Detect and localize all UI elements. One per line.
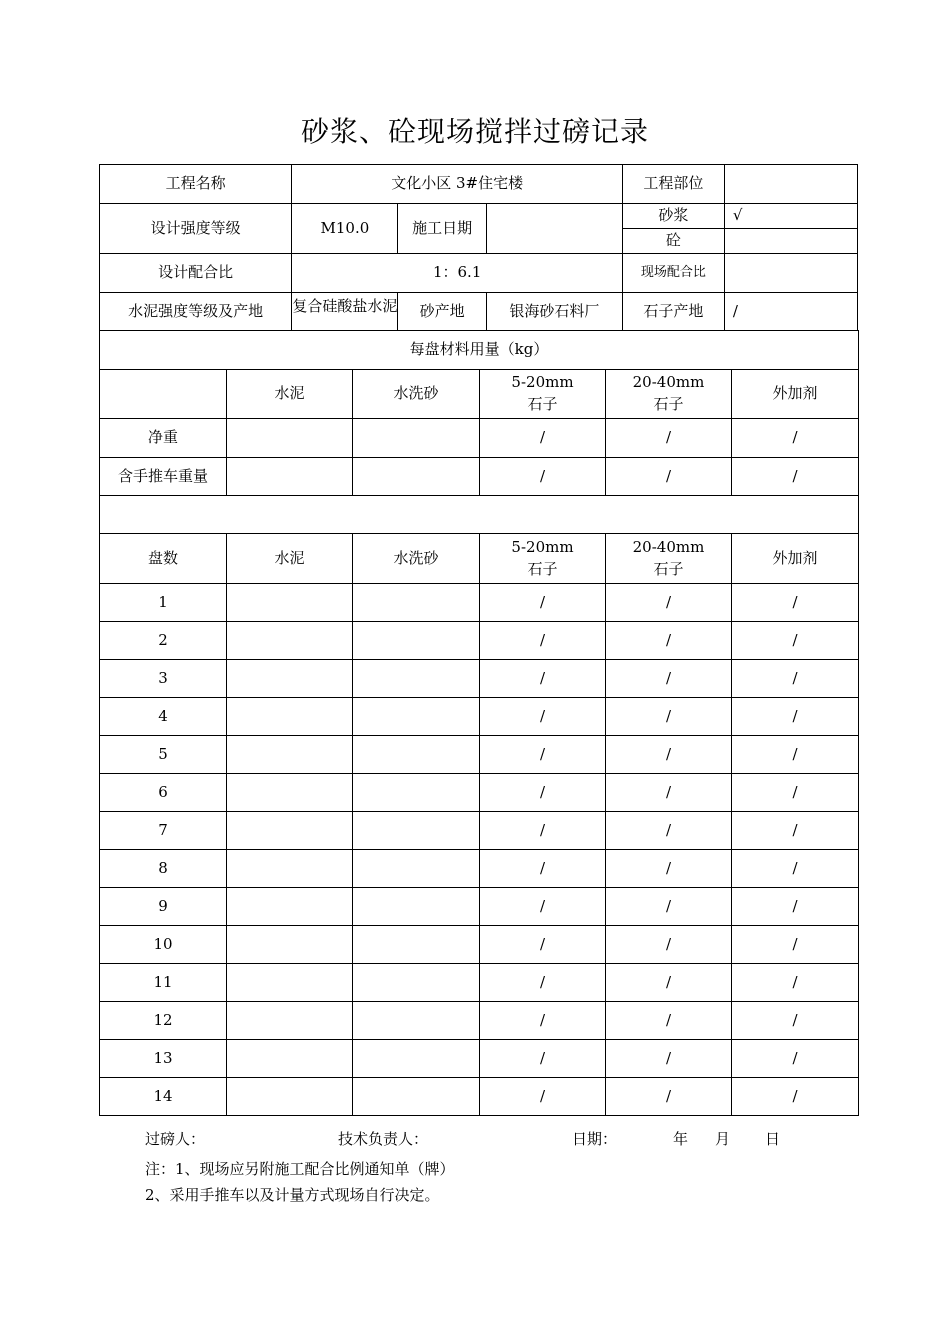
concrete-check [724, 229, 857, 254]
column-header-stone-5-20: 5-20mm 石子 [480, 534, 606, 584]
sand-origin-label: 砂产地 [398, 293, 486, 331]
cell-sand [353, 1040, 480, 1078]
cell-stone-20-40: / [606, 622, 732, 660]
cell-stone-20-40: / [606, 419, 732, 458]
cell-cement [227, 698, 353, 736]
cell-sand [353, 584, 480, 622]
cell-additive: / [732, 774, 859, 812]
column-header-count: 盘数 [100, 534, 227, 584]
cement-origin-label: 水泥强度等级及产地 [100, 293, 292, 331]
cell-stone-5-20: / [480, 736, 606, 774]
cell-sand [353, 660, 480, 698]
cell-stone-20-40: / [606, 660, 732, 698]
batch-number: 3 [100, 660, 227, 698]
mix-ratio-label: 设计配合比 [100, 254, 292, 293]
cell-cement [227, 622, 353, 660]
strength-value: M10.0 [292, 204, 398, 254]
batch-number: 2 [100, 622, 227, 660]
cell-stone-5-20: / [480, 584, 606, 622]
cell-stone-20-40: / [606, 1078, 732, 1116]
table-row [100, 850, 859, 888]
project-name-value: 文化小区 3#住宅楼 [292, 165, 623, 204]
table-row [100, 1040, 859, 1078]
table-row [100, 660, 859, 698]
site-mix-label: 现场配合比 [622, 254, 724, 293]
cell-additive: / [732, 850, 859, 888]
column-header-cement: 水泥 [227, 534, 353, 584]
cell-stone-5-20: / [480, 698, 606, 736]
cell-sand [353, 698, 480, 736]
cell-stone-5-20: / [480, 458, 606, 496]
cell-cement [227, 584, 353, 622]
batch-number: 9 [100, 888, 227, 926]
table-row [100, 812, 859, 850]
batch-number: 4 [100, 698, 227, 736]
cell-sand [353, 1078, 480, 1116]
table-row [100, 458, 859, 496]
table-row [100, 698, 859, 736]
cell-additive: / [732, 888, 859, 926]
cell-additive: / [732, 926, 859, 964]
date-footer-label: 日期： [572, 1130, 618, 1148]
batch-number: 13 [100, 1040, 227, 1078]
table-row [100, 1002, 859, 1040]
tech-lead-label: 技术负责人： [338, 1130, 429, 1148]
day-label: 日 [765, 1130, 781, 1148]
table-row [100, 584, 859, 622]
cell-additive: / [732, 622, 859, 660]
stone-origin-label: 石子产地 [622, 293, 724, 331]
cell-additive: / [732, 698, 859, 736]
cell-stone-20-40: / [606, 774, 732, 812]
cell-cement [227, 1078, 353, 1116]
column-header-stone-20-40: 20-40mm 石子 [606, 370, 732, 419]
column-header-stone-20-40: 20-40mm 石子 [606, 534, 732, 584]
cell-additive: / [732, 736, 859, 774]
cell-cement [227, 774, 353, 812]
cell-sand [353, 458, 480, 496]
column-header-sand: 水洗砂 [353, 370, 480, 419]
cell-stone-20-40: / [606, 888, 732, 926]
column-header-sand: 水洗砂 [353, 534, 480, 584]
cell-stone-20-40: / [606, 812, 732, 850]
cell-cement [227, 964, 353, 1002]
cell-cement [227, 850, 353, 888]
row-label: 含手推车重量 [100, 458, 227, 496]
weigher-label: 过磅人： [145, 1130, 206, 1148]
table-row [100, 888, 859, 926]
column-header-cement: 水泥 [227, 370, 353, 419]
cell-stone-5-20: / [480, 888, 606, 926]
cell-cement [227, 1040, 353, 1078]
cell-stone-5-20: / [480, 812, 606, 850]
batch-number: 12 [100, 1002, 227, 1040]
cell-stone-20-40: / [606, 926, 732, 964]
cell-cement [227, 812, 353, 850]
mix-ratio-value: 1：6.1 [292, 254, 623, 293]
cell-cement [227, 458, 353, 496]
year-label: 年 [673, 1130, 689, 1148]
cell-additive: / [732, 584, 859, 622]
cell-stone-5-20: / [480, 1040, 606, 1078]
table-row [100, 774, 859, 812]
cell-stone-5-20: / [480, 622, 606, 660]
cell-cement [227, 926, 353, 964]
batch-number: 1 [100, 584, 227, 622]
project-part-label: 工程部位 [622, 165, 724, 204]
cell-sand [353, 812, 480, 850]
document-title: 砂浆、砼现场搅拌过磅记录 [300, 115, 649, 148]
cell-stone-20-40: / [606, 964, 732, 1002]
cell-stone-5-20: / [480, 660, 606, 698]
batch-number: 14 [100, 1078, 227, 1116]
cell-cement [227, 736, 353, 774]
date-label: 施工日期 [398, 204, 486, 254]
cement-origin-value: 复合硅酸盐水泥 [292, 293, 398, 331]
date-value [486, 204, 622, 254]
cell-sand [353, 850, 480, 888]
cell-sand [353, 622, 480, 660]
note-2: 2、采用手推车以及计量方式现场自行决定。 [145, 1186, 440, 1204]
cell-stone-5-20: / [480, 419, 606, 458]
cell-sand [353, 736, 480, 774]
batch-number: 7 [100, 812, 227, 850]
cell-cement [227, 660, 353, 698]
project-part-value [724, 165, 857, 204]
column-header-additive: 外加剂 [732, 370, 859, 419]
cell-additive: / [732, 1002, 859, 1040]
cell-sand [353, 926, 480, 964]
cell-stone-5-20: / [480, 850, 606, 888]
stone-origin-value: / [724, 293, 857, 331]
material-usage-table [99, 330, 859, 1116]
table-row [100, 1078, 859, 1116]
cell-stone-20-40: / [606, 698, 732, 736]
batch-number: 8 [100, 850, 227, 888]
column-header-additive: 外加剂 [732, 534, 859, 584]
spacer-row [100, 496, 859, 534]
cell-additive: / [732, 458, 859, 496]
cell-stone-20-40: / [606, 850, 732, 888]
cell-sand [353, 888, 480, 926]
batch-number: 10 [100, 926, 227, 964]
mortar-check: √ [724, 204, 857, 229]
cell-stone-5-20: / [480, 1002, 606, 1040]
batch-number: 11 [100, 964, 227, 1002]
cell-sand [353, 419, 480, 458]
cell-stone-20-40: / [606, 584, 732, 622]
project-info-table [99, 164, 858, 331]
cell-stone-20-40: / [606, 458, 732, 496]
batch-number: 6 [100, 774, 227, 812]
cell-sand [353, 774, 480, 812]
note-1: 注：1、现场应另附施工配合比例通知单（牌） [145, 1160, 455, 1178]
row-label: 净重 [100, 419, 227, 458]
cell-stone-5-20: / [480, 1078, 606, 1116]
table-row [100, 964, 859, 1002]
cell-additive: / [732, 1078, 859, 1116]
cell-additive: / [732, 812, 859, 850]
table-row [100, 622, 859, 660]
cell-stone-20-40: / [606, 1002, 732, 1040]
cell-additive: / [732, 660, 859, 698]
site-mix-value [724, 254, 857, 293]
cell-stone-5-20: / [480, 964, 606, 1002]
cell-stone-5-20: / [480, 774, 606, 812]
project-name-label: 工程名称 [100, 165, 292, 204]
cell-additive: / [732, 964, 859, 1002]
usage-header: 每盘材料用量（kg） [100, 331, 859, 370]
cell-stone-20-40: / [606, 1040, 732, 1078]
column-header-stone-5-20: 5-20mm 石子 [480, 370, 606, 419]
cell-stone-20-40: / [606, 736, 732, 774]
cell-cement [227, 419, 353, 458]
cell-cement [227, 888, 353, 926]
sand-origin-value: 银海砂石料厂 [486, 293, 622, 331]
cell-additive: / [732, 419, 859, 458]
cell-sand [353, 964, 480, 1002]
table-row [100, 736, 859, 774]
cell-cement [227, 1002, 353, 1040]
mortar-label: 砂浆 [622, 204, 724, 229]
cell-additive: / [732, 1040, 859, 1078]
table-row [100, 419, 859, 458]
table-row [100, 926, 859, 964]
cell-stone-5-20: / [480, 926, 606, 964]
batch-number: 5 [100, 736, 227, 774]
cell-sand [353, 1002, 480, 1040]
month-label: 月 [715, 1130, 731, 1148]
column-header-blank [100, 370, 227, 419]
concrete-label: 砼 [622, 229, 724, 254]
strength-label: 设计强度等级 [100, 204, 292, 254]
